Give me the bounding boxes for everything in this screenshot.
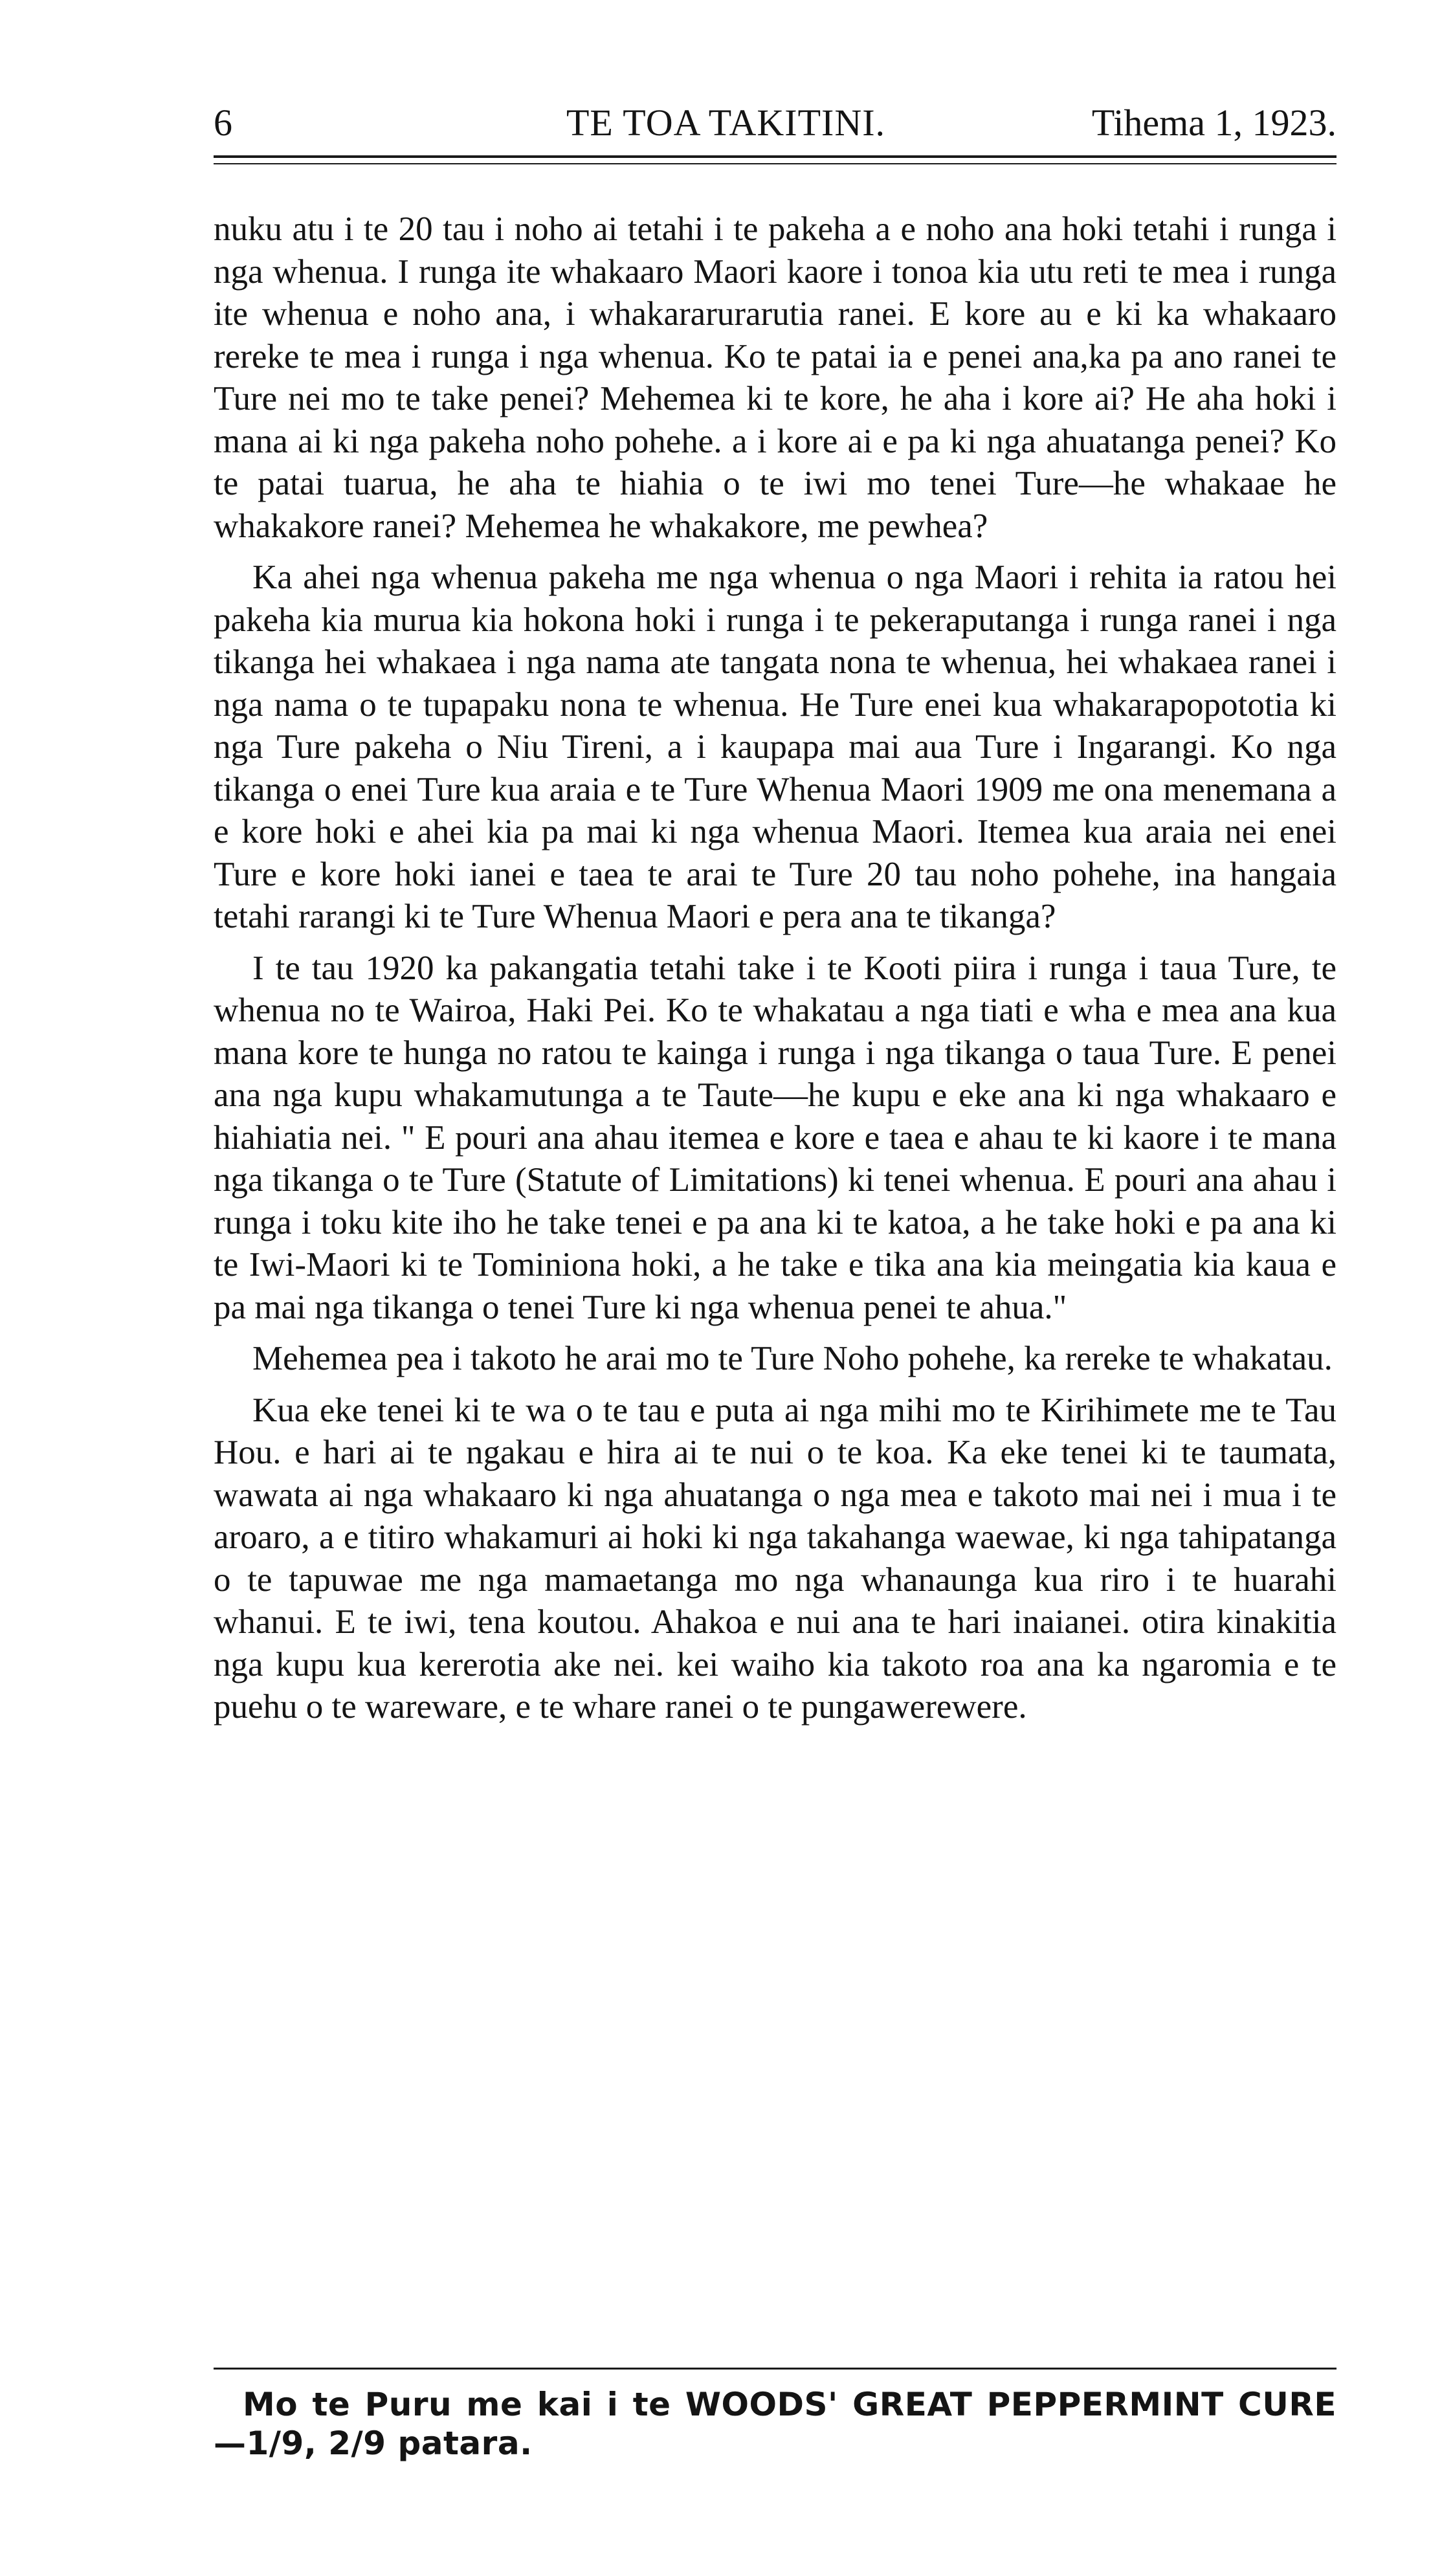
paragraph: Mehemea pea i takoto he arai mo te Ture Noho pohehe, ka rereke te whakatau. <box>252 1340 1333 1377</box>
advertisement: Mo te Puru me kai i te WOODS' GREAT PEPPERMINT CURE—1/9, 2/9 patara. <box>214 2386 1337 2462</box>
page-header <box>214 102 1337 154</box>
publication-title: TE TOA TAKITINI. <box>566 102 886 144</box>
paragraph: Kua eke tenei ki te wa o te tau e puta ai nga mihi mo te Kirihimete me te Tau Hou. e hari ai te ngakau e hira ai te nui o te koa. Ka eke tenei ki te taumata, wawata ai nga whakaaro ki nga ahuatanga o nga mea e takoto mai nei i mua i te aroaro, a e titiro whakamuri ai hoki ki nga takahanga waewae, ki nga tahipatanga o te tapuwae me nga mamaetanga mo nga whanaunga kua riro i te huarahi whanui. E te iwi, tena koutou. Ahakoa e nui ana te hari inaianei. otira kinakitia nga kupu kua kererotia ake nei. kei waiho kia takoto roa ana ka ngaromia e te puehu o te wareware, e te whare ranei o te pungawerewere. <box>214 1391 1337 1726</box>
header-rule-thin <box>214 163 1337 164</box>
page-number: 6 <box>214 102 232 144</box>
paragraph: Ka ahei nga whenua pakeha me nga whenua o nga Maori i rehita ia ratou hei pakeha kia murua kia hokona hoki i runga i te pekeraputanga i runga ranei i nga tikanga hei whakaea i nga nama ate tangata nona te whenua, hei whakaea ranei i nga nama o te tupapaku nona te whenua. He Ture enei kua whakarapopototia ki nga Ture pakeha o Niu Tireni, a i kaupapa mai aua Ture i Ingarangi. Ko nga tikanga o enei Ture kua araia e te Ture Whenua Maori 1909 me ona menemana a e kore hoki e ahei kia pa mai ki nga whenua Maori. Itemea kua araia nei enei Ture e kore hoki ianei e taea te arai te Ture 20 tau noho pohehe, ina hangaia tetahi rarangi ki te Ture Whenua Maori e pera ana te tikanga? <box>214 559 1337 935</box>
paragraph: I te tau 1920 ka pakangatia tetahi take i te Kooti piira i runga i taua Ture, te whenua no te Wairoa, Haki Pei. Ko te whakatau a nga tiati e wha e mea ana kua mana kore te hunga no ratou te kainga i runga i nga tikanga o taua Ture. E penei ana nga kupu whakamutunga a te Taute—he kupu e eke ana ki nga whakaaro e hiahiatia nei. " E pouri ana ahau itemea e kore e taea e ahau te ki kaore i te mana nga tikanga o te Ture (Statute of Limitations) ki tenei whenua. E pouri ana ahau i runga i toku kite iho he take tenei e pa ana ki te katoa, a he take hoki e pa ana ki te Iwi-Maori ki te Tominiona hoki, a he take e tika ana kia meingatia kia kaua e pa mai nga tikanga o tenei Ture ki nga whenua penei te ahua." <box>214 949 1337 1326</box>
article-body <box>214 208 1337 1738</box>
header-rule-thick <box>214 155 1337 158</box>
paragraph: nuku atu i te 20 tau i noho ai tetahi i te pakeha a e noho ana hoki tetahi i runga i nga whenua. I runga ite whakaaro Maori kaore i tonoa kia utu reti te mea i runga ite whenua e noho ana, i whakararurarutia ranei. E kore au e ki ka whakaaro rereke te mea i runga i nga whenua. Ko te patai ia e penei ana,ka pa ano ranei te Ture nei mo te take penei? Mehemea ki te kore, he aha i kore ai? He aha hoki i mana ai ki nga pakeha noho pohehe. a i kore ai e pa ki nga ahuatanga penei? Ko te patai tuarua, he aha te hiahia o te iwi mo tenei Ture—he whakaae he whakakore ranei? Mehemea he whakakore, me pewhea? <box>214 210 1337 545</box>
issue-date: Tihema 1, 1923. <box>1091 102 1337 144</box>
advertisement-divider <box>214 2368 1337 2370</box>
